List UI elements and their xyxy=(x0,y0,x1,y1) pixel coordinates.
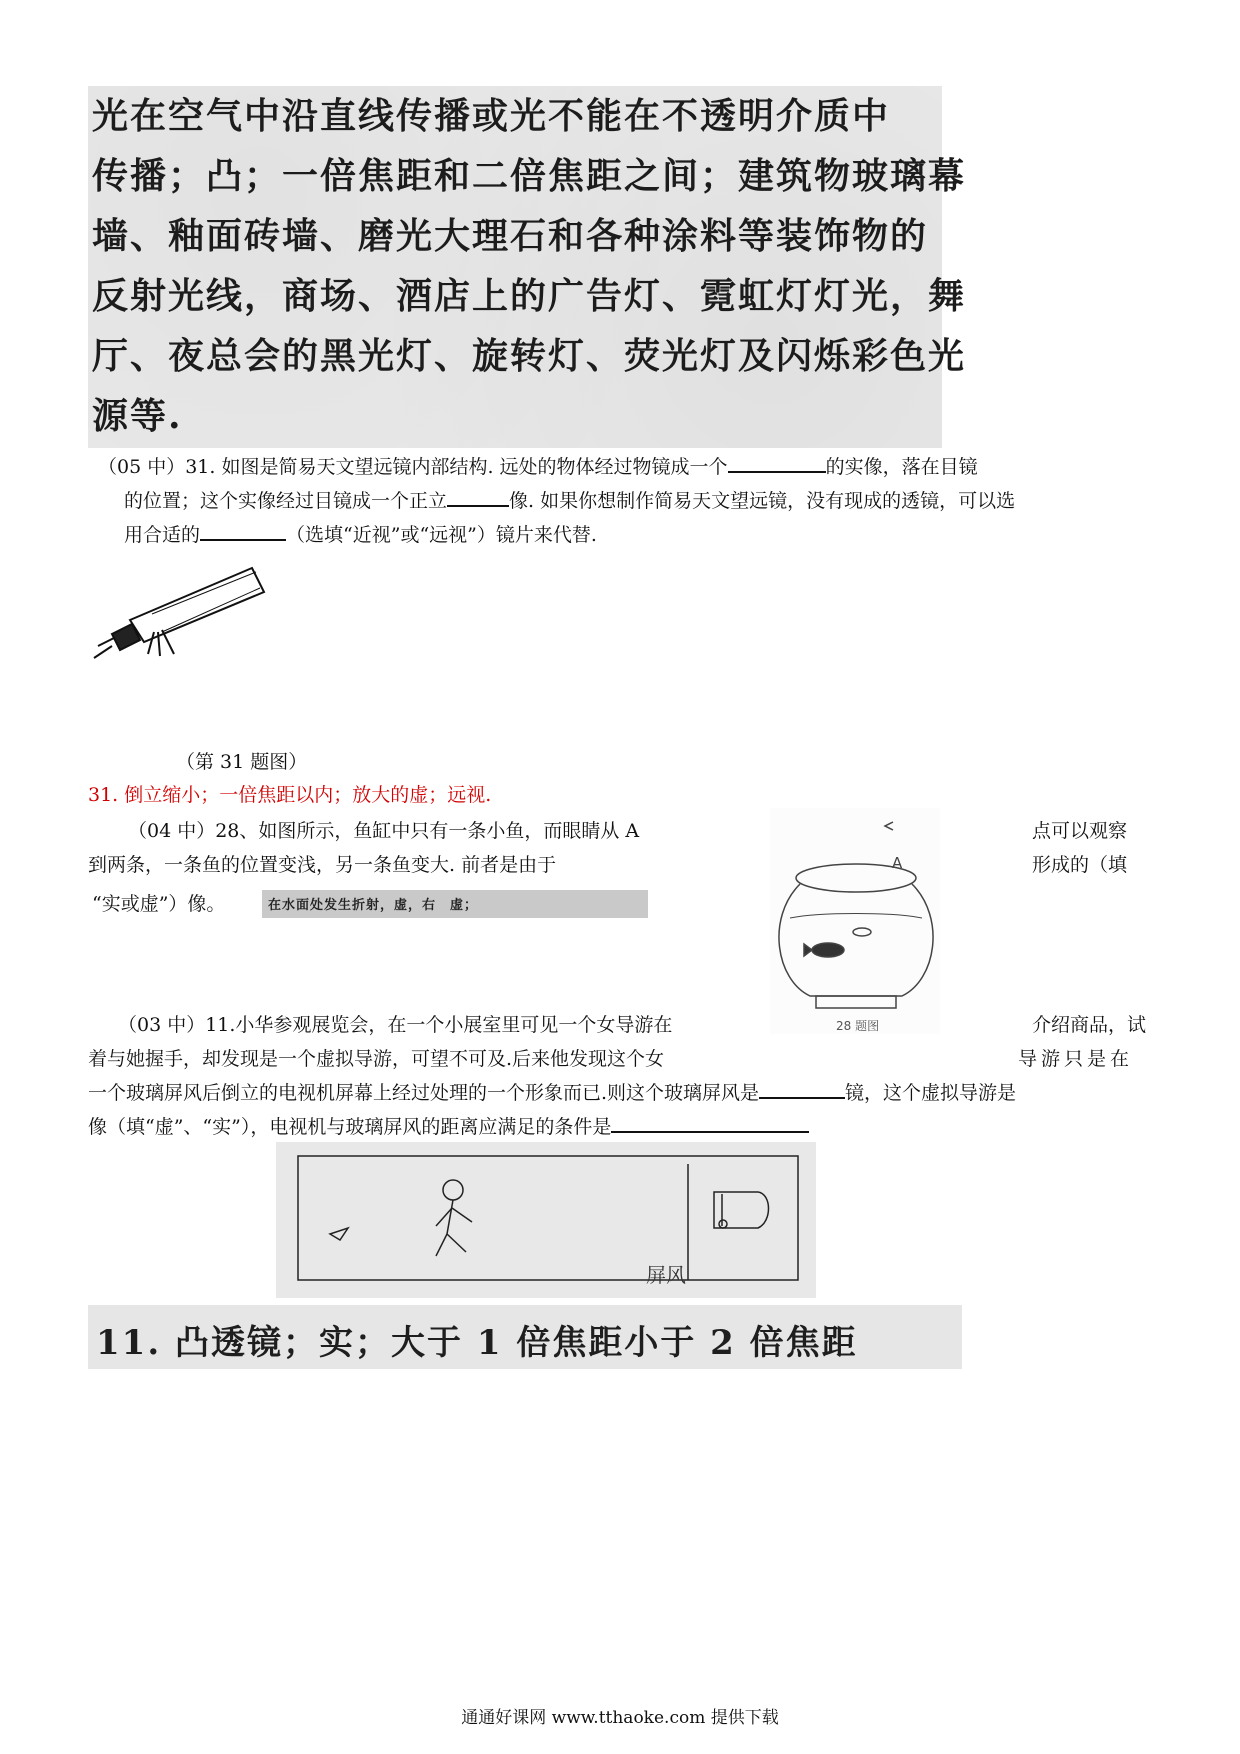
fig-caption: 28 题图 xyxy=(836,1019,880,1033)
q31-text: （05 中）31. 如图是简易天文望远镜内部结构. 远处的物体经过物镜成一个 xyxy=(98,456,728,478)
q28-text: 形成的（填 xyxy=(1032,854,1128,876)
q31-text: 用合适的 xyxy=(124,524,201,546)
answer-blank xyxy=(759,1077,845,1099)
scanned-answer-11 xyxy=(88,1305,962,1369)
figure-caption: （第 31 题图） xyxy=(176,751,308,773)
screen-label: 屏风 xyxy=(646,1263,686,1287)
q28-text: “实或虚”）像。 xyxy=(92,893,226,915)
answer-blank xyxy=(611,1111,809,1133)
q31-text: （选填“近视”或“远视”）镜片来代替. xyxy=(286,524,597,546)
question-11 xyxy=(88,1008,768,1076)
q11-answer: 11. 凸透镜；实；大于 1 倍焦距小于 2 倍焦距 xyxy=(96,1323,858,1363)
fishbowl-figure xyxy=(770,808,940,1034)
answer-blank xyxy=(447,485,509,507)
q28-text: 点可以观察 xyxy=(1032,820,1128,842)
answer-strip: 在水面处发生折射，虚，右 虚； xyxy=(262,890,648,918)
q31-text: 的位置；这个实像经过目镜成一个正立 xyxy=(124,490,448,512)
q11-text-row xyxy=(88,1076,1178,1110)
scan-line: 传播；凸；一倍焦距和二倍焦距之间；建筑物玻璃幕 xyxy=(92,155,967,197)
q31-text: 像. 如果你想制作简易天文望远镜，没有现成的透镜，可以选 xyxy=(509,490,1016,512)
q11-text: 一个玻璃屏风后倒立的电视机屏幕上经过处理的一个形象而已.则这个玻璃屏风是 xyxy=(88,1082,760,1104)
fig-label-a: A xyxy=(892,854,903,872)
scan-line: 反射光线，商场、酒店上的广告灯、霓虹灯灯光，舞 xyxy=(92,275,967,317)
q11-text-row xyxy=(88,1110,809,1144)
scanned-answer-block xyxy=(88,86,967,448)
q11-text: （03 中）11.小华参观展览会，在一个小展室里可见一个女导游在 xyxy=(118,1014,673,1036)
telescope-figure xyxy=(92,562,292,662)
q28-text: （04 中）28、如图所示，鱼缸中只有一条小鱼，而眼睛从 A xyxy=(128,820,640,842)
page-footer: 通通好课网 www.tthaoke.com 提供下载 xyxy=(461,1708,779,1728)
glass-screen-figure xyxy=(276,1142,816,1298)
q28-text: 到两条，一条鱼的位置变浅，另一条鱼变大. 前者是由于 xyxy=(88,854,557,876)
scan-line: 源等. xyxy=(92,395,183,437)
question-31 xyxy=(98,450,1158,552)
q31-answer: 31. 倒立缩小；一倍焦距以内；放大的虚；远视. xyxy=(88,784,492,806)
q11-text: 介绍商品，试 xyxy=(1032,1014,1147,1036)
answer-blank xyxy=(728,451,826,473)
scan-line: 厅、夜总会的黑光灯、旋转灯、荧光灯及闪烁彩色光 xyxy=(92,335,967,377)
answer-blank xyxy=(200,519,286,541)
q11-text: 着与她握手，却发现是一个虚拟导游，可望不可及.后来他发现这个女 xyxy=(88,1048,665,1070)
q11-text: 导游只是在 xyxy=(1018,1048,1134,1070)
question-28 xyxy=(88,814,768,882)
q11-text: 像（填“虚”、“实”），电视机与玻璃屏风的距离应满足的条件是 xyxy=(88,1116,612,1138)
scan-line: 墙、釉面砖墙、磨光大理石和各种涂料等装饰物的 xyxy=(92,215,929,257)
q11-text: 镜，这个虚拟导游是 xyxy=(845,1082,1017,1104)
q31-text: 的实像，落在目镜 xyxy=(825,456,978,478)
scan-line: 光在空气中沿直线传播或光不能在不透明介质中 xyxy=(92,95,891,137)
